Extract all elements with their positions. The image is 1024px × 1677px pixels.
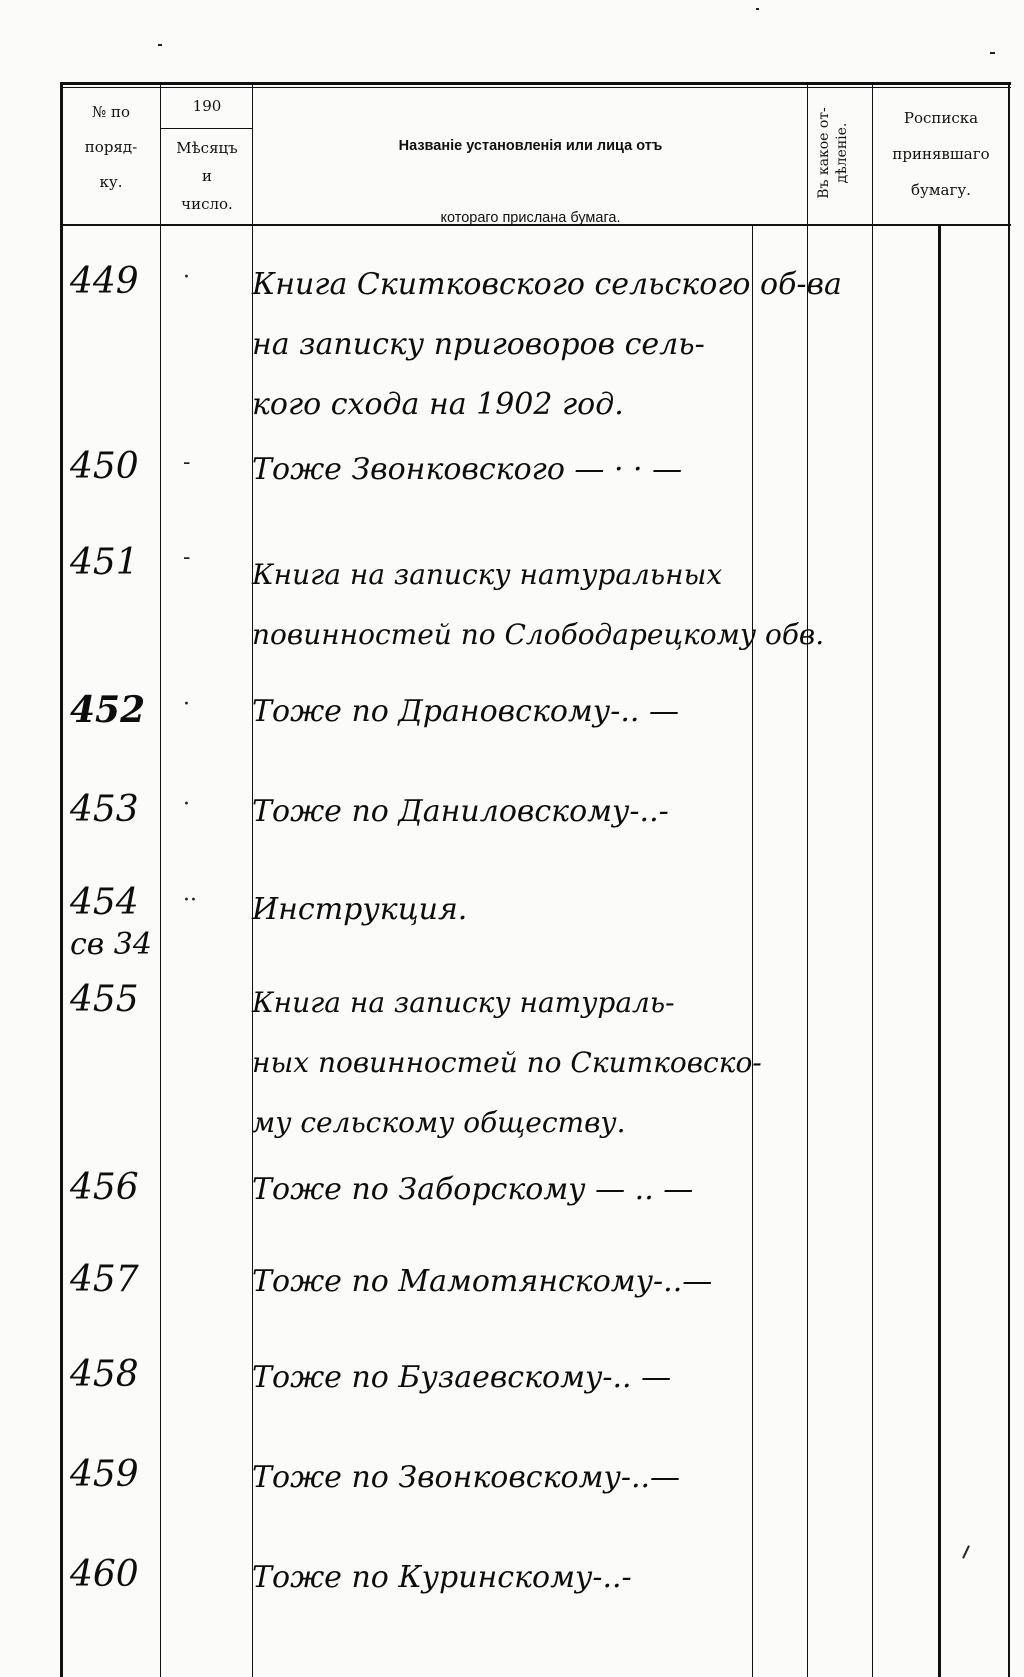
row-number: 449 bbox=[70, 261, 139, 302]
column-rule-4 bbox=[872, 84, 873, 1677]
header-col-date: Мѣсяцъ и число. bbox=[176, 139, 238, 213]
row-number: 451 bbox=[70, 542, 139, 583]
scan-speck bbox=[990, 52, 995, 54]
ditto-mark: - bbox=[183, 450, 191, 475]
frame-right-border bbox=[1008, 82, 1010, 1677]
scan-speck bbox=[158, 44, 162, 46]
frame-left-border bbox=[60, 82, 63, 1677]
row-subnumber: св 34 bbox=[70, 927, 152, 962]
frame-top-border bbox=[60, 82, 1011, 85]
row-entry: Тоже по Драновскому-.. — bbox=[252, 694, 679, 729]
row-entry: Тоже по Звонковскому-..— bbox=[252, 1460, 681, 1495]
frame-top-inner-border bbox=[60, 87, 1011, 88]
row-entry: Тоже Звонковского — · · — bbox=[252, 452, 683, 487]
row-number: 455 bbox=[70, 979, 139, 1020]
header-col-department: Въ какое от- дѣленіе. bbox=[816, 107, 850, 199]
ditto-mark: · bbox=[183, 692, 190, 717]
row-entry: Тоже по Бузаевскому-.. — bbox=[252, 1360, 672, 1395]
row-number: 460 bbox=[70, 1554, 139, 1595]
row-number: 459 bbox=[70, 1454, 139, 1495]
header-col-number: № по поряд- ку. bbox=[84, 103, 138, 191]
column-rule-1 bbox=[160, 84, 161, 1677]
year-subrule bbox=[160, 128, 252, 129]
row-number: 454 bbox=[70, 882, 139, 923]
header-col-year: 190 bbox=[192, 97, 222, 115]
scan-speck bbox=[962, 1545, 970, 1559]
row-entry: Тоже по Даниловскому-..- bbox=[252, 794, 669, 829]
row-number: 456 bbox=[70, 1167, 139, 1208]
row-number: 458 bbox=[70, 1354, 139, 1395]
column-rule-3 bbox=[807, 84, 808, 1677]
row-number: 452 bbox=[70, 689, 146, 731]
row-entry: Книга на записку натураль- ных повинностей по Скитковско- му сельскому обществу. bbox=[252, 986, 762, 1139]
row-entry: Тоже по Заборскому — .. — bbox=[252, 1172, 694, 1207]
row-entry: Книга Скитковского сельского об-ва на записку приговоров сель- кого схода на 1902 год. bbox=[252, 267, 842, 422]
row-entry: Тоже по Мамотянскому-..— bbox=[252, 1264, 713, 1299]
scan-speck bbox=[756, 8, 759, 10]
header-col-name: Названіе установленія или лица отъ котораго прислана бумага. bbox=[398, 138, 663, 226]
header-col-receipt: Росписка принявшаго бумагу. bbox=[892, 109, 990, 199]
row-entry: Тоже по Куринскому-..- bbox=[252, 1560, 632, 1595]
column-rule-5 bbox=[938, 224, 941, 1677]
ditto-mark: · bbox=[183, 792, 190, 817]
row-number: 453 bbox=[70, 789, 139, 830]
ditto-mark: · bbox=[183, 265, 190, 290]
row-entry: Инструкция. bbox=[252, 892, 468, 927]
ditto-mark: - bbox=[183, 545, 191, 570]
row-number: 450 bbox=[70, 446, 139, 487]
row-entry: Книга на записку натуральных повинностей по Слободарецкому обв. bbox=[252, 558, 825, 651]
ditto-mark: ·· bbox=[183, 888, 197, 913]
row-number: 457 bbox=[70, 1259, 139, 1300]
